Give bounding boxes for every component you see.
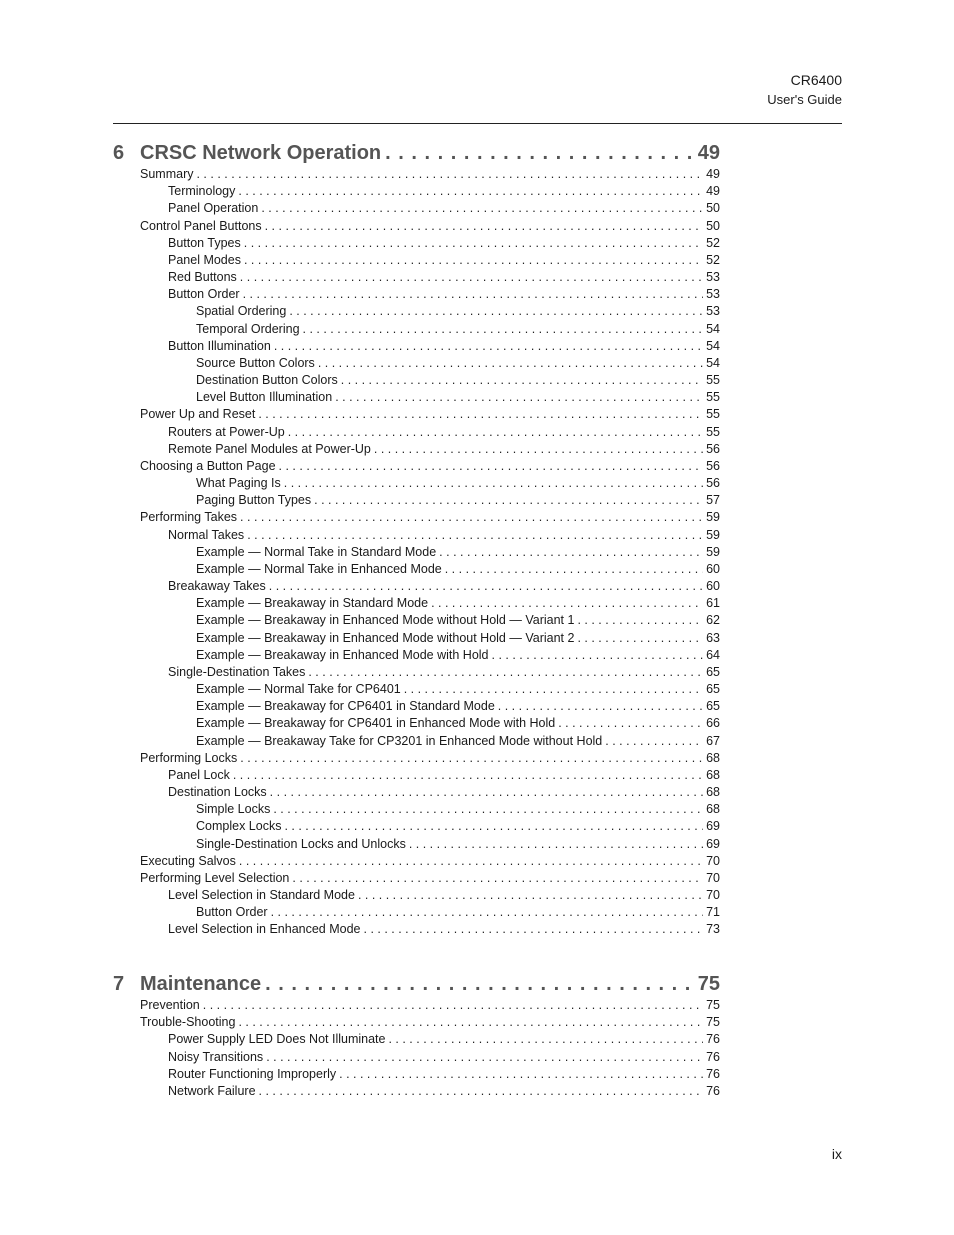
dot-leader bbox=[558, 716, 703, 730]
toc-entry-page: 70 bbox=[706, 888, 720, 903]
toc-entry[interactable] bbox=[140, 998, 720, 1015]
toc-entry-page: 64 bbox=[706, 647, 720, 662]
toc-entry[interactable] bbox=[168, 442, 720, 459]
toc-entry-page: 76 bbox=[706, 1066, 720, 1081]
toc-entry[interactable] bbox=[196, 596, 720, 613]
toc-entry[interactable] bbox=[196, 905, 720, 922]
dot-leader bbox=[385, 142, 694, 165]
page-number: ix bbox=[831, 1146, 842, 1162]
dot-leader bbox=[404, 682, 703, 696]
toc-entry-page: 52 bbox=[706, 252, 720, 267]
dot-leader bbox=[271, 905, 704, 919]
dot-leader bbox=[498, 699, 703, 713]
toc-entry-page: 61 bbox=[706, 596, 720, 611]
toc-entry-page: 68 bbox=[706, 785, 720, 800]
dot-leader bbox=[244, 253, 703, 267]
toc-entry-label: Single-Destination Takes bbox=[168, 664, 306, 679]
toc-entry-label: Power Up and Reset bbox=[140, 407, 256, 422]
toc-entry-page: 68 bbox=[706, 767, 720, 782]
toc-entry-page: 59 bbox=[706, 510, 720, 525]
toc-entry-page: 65 bbox=[706, 699, 720, 714]
toc-entry-page: 57 bbox=[706, 493, 720, 508]
dot-leader bbox=[238, 1015, 703, 1029]
toc-entry-label: Network Failure bbox=[168, 1083, 256, 1098]
toc-entry[interactable] bbox=[196, 819, 720, 836]
dot-leader bbox=[238, 184, 703, 198]
dot-leader bbox=[239, 854, 703, 868]
toc-entry-page: 65 bbox=[706, 682, 720, 697]
chapter-page: 49 bbox=[697, 142, 720, 164]
toc-entry-label: Performing Takes bbox=[140, 510, 238, 525]
toc-entry-label: Routers at Power-Up bbox=[168, 424, 285, 439]
dot-leader bbox=[261, 201, 703, 215]
dot-leader bbox=[279, 459, 704, 473]
toc-entry[interactable] bbox=[168, 1067, 720, 1084]
toc-entry-label: Paging Button Types bbox=[196, 493, 312, 508]
toc-entry[interactable] bbox=[168, 665, 720, 682]
toc-entry-page: 70 bbox=[706, 853, 720, 868]
dot-leader bbox=[341, 373, 703, 387]
dot-leader bbox=[358, 888, 703, 902]
dot-leader bbox=[240, 270, 703, 284]
toc-entry[interactable] bbox=[196, 545, 720, 562]
toc-entry-page: 62 bbox=[706, 613, 720, 628]
toc-entry-label: Destination Locks bbox=[168, 785, 267, 800]
toc-entry-page: 76 bbox=[706, 1032, 720, 1047]
toc-entry-label: Level Selection in Enhanced Mode bbox=[168, 922, 361, 937]
toc-entry-label: Complex Locks bbox=[196, 819, 282, 834]
toc-entry-page: 54 bbox=[706, 355, 720, 370]
toc-entry[interactable] bbox=[168, 425, 720, 442]
toc-entry[interactable] bbox=[196, 648, 720, 665]
toc-entry[interactable] bbox=[140, 459, 720, 476]
header-product: CR6400 bbox=[790, 72, 842, 88]
dot-leader bbox=[431, 596, 703, 610]
toc-entry-label: Level Button Illumination bbox=[196, 390, 333, 405]
toc-entry-page: 53 bbox=[706, 270, 720, 285]
toc-entry-label: Example — Breakaway in Enhanced Mode with Hold bbox=[196, 647, 489, 662]
toc-entry[interactable] bbox=[168, 768, 720, 785]
chapter-page: 75 bbox=[697, 973, 720, 995]
toc-entry[interactable] bbox=[168, 1032, 720, 1049]
dot-leader bbox=[243, 287, 704, 301]
toc-entry-label: Button Types bbox=[168, 235, 241, 250]
toc-entry[interactable] bbox=[196, 716, 720, 733]
toc-entry-label: Example — Breakaway for CP6401 in Standard Mode bbox=[196, 699, 495, 714]
toc-entry-label: Normal Takes bbox=[168, 527, 245, 542]
header-subtitle: User's Guide bbox=[767, 92, 842, 107]
toc-entry-page: 67 bbox=[706, 733, 720, 748]
toc-entry-label: Panel Modes bbox=[168, 252, 241, 267]
toc-entry-label: Example — Normal Take in Enhanced Mode bbox=[196, 561, 442, 576]
toc-entry-label: Executing Salvos bbox=[140, 853, 236, 868]
dot-leader bbox=[270, 785, 703, 799]
toc-entry[interactable] bbox=[196, 322, 720, 339]
toc-entry[interactable] bbox=[168, 184, 720, 201]
toc-entry[interactable] bbox=[168, 287, 720, 304]
dot-leader bbox=[303, 322, 704, 336]
toc-entry-page: 56 bbox=[706, 441, 720, 456]
toc-entry[interactable] bbox=[168, 528, 720, 545]
toc-entry-page: 59 bbox=[706, 527, 720, 542]
toc-entry-page: 70 bbox=[706, 870, 720, 885]
dot-leader bbox=[292, 871, 703, 885]
chapter-title: CRSC Network Operation bbox=[140, 142, 382, 164]
dot-leader bbox=[259, 1084, 704, 1098]
toc-entry[interactable] bbox=[196, 613, 720, 630]
dot-leader bbox=[314, 493, 703, 507]
toc-entry[interactable] bbox=[168, 236, 720, 253]
dot-leader bbox=[240, 751, 703, 765]
toc-entry-page: 76 bbox=[706, 1049, 720, 1064]
toc-entry-page: 49 bbox=[706, 167, 720, 181]
dot-leader bbox=[335, 390, 703, 404]
dot-leader bbox=[265, 973, 694, 996]
toc-entry-label: Level Selection in Standard Mode bbox=[168, 888, 355, 903]
toc-entry-label: Noisy Transitions bbox=[168, 1049, 264, 1064]
toc-entry[interactable] bbox=[140, 510, 720, 527]
header-rule bbox=[113, 123, 842, 124]
toc-entry[interactable] bbox=[196, 682, 720, 699]
toc-entry-page: 52 bbox=[706, 235, 720, 250]
toc-entry-label: Example — Normal Take for CP6401 bbox=[196, 682, 401, 697]
dot-leader bbox=[265, 219, 703, 233]
toc-entry[interactable] bbox=[196, 562, 720, 579]
toc-entry-label: Single-Destination Locks and Unlocks bbox=[196, 836, 406, 851]
toc-entry-label: Control Panel Buttons bbox=[140, 218, 262, 233]
toc-entry[interactable] bbox=[140, 407, 720, 424]
dot-leader bbox=[284, 819, 703, 833]
toc-entry-label: Example — Normal Take in Standard Mode bbox=[196, 544, 437, 559]
toc-entry-page: 60 bbox=[706, 561, 720, 576]
dot-leader bbox=[374, 442, 703, 456]
toc-entry-label: Power Supply LED Does Not Illuminate bbox=[168, 1032, 386, 1047]
toc-entry-label: Performing Level Selection bbox=[140, 870, 290, 885]
toc-entry-page: 55 bbox=[706, 424, 720, 439]
toc-entry[interactable] bbox=[168, 1050, 720, 1067]
toc-entry-label: Remote Panel Modules at Power-Up bbox=[168, 441, 371, 456]
dot-leader bbox=[266, 1050, 703, 1064]
toc-entry-label: Choosing a Button Page bbox=[140, 458, 276, 473]
toc-entry-label: Destination Button Colors bbox=[196, 373, 338, 388]
toc-entry-page: 50 bbox=[706, 218, 720, 233]
toc-entry-label: Router Functioning Improperly bbox=[168, 1066, 337, 1081]
toc-entry[interactable] bbox=[196, 390, 720, 407]
toc-entry[interactable] bbox=[140, 854, 720, 871]
toc-entry[interactable] bbox=[196, 631, 720, 648]
dot-leader bbox=[288, 425, 703, 439]
toc-entry-label: Trouble-Shooting bbox=[140, 1015, 236, 1030]
dot-leader bbox=[409, 837, 703, 851]
toc-entry-page: 66 bbox=[706, 716, 720, 731]
toc-entry[interactable] bbox=[196, 304, 720, 321]
dot-leader bbox=[289, 304, 703, 318]
toc-entry[interactable] bbox=[196, 837, 720, 854]
chapter-number: 7 bbox=[113, 973, 125, 995]
chapter-number: 6 bbox=[113, 142, 125, 164]
dot-leader bbox=[439, 545, 703, 559]
toc-entry[interactable] bbox=[140, 167, 720, 184]
chapter-title: Maintenance bbox=[140, 973, 262, 995]
toc-entry[interactable] bbox=[168, 1084, 720, 1101]
toc-entry[interactable] bbox=[168, 201, 720, 218]
toc-entry-page: 56 bbox=[706, 476, 720, 491]
dot-leader bbox=[258, 407, 703, 421]
toc-entry-page: 53 bbox=[706, 287, 720, 302]
toc-entry-page: 69 bbox=[706, 819, 720, 834]
dot-leader bbox=[308, 665, 703, 679]
dot-leader bbox=[318, 356, 703, 370]
toc-entry[interactable] bbox=[168, 579, 720, 596]
toc-entry-label: Panel Lock bbox=[168, 767, 230, 782]
toc-entry-label: Example — Breakaway in Enhanced Mode without Hold — Variant 1 bbox=[196, 613, 575, 628]
dot-leader bbox=[269, 579, 703, 593]
toc-entry[interactable] bbox=[168, 270, 720, 287]
toc-entry[interactable] bbox=[196, 802, 720, 819]
dot-leader bbox=[274, 339, 703, 353]
toc-entry-page: 55 bbox=[706, 407, 720, 422]
toc-entry-page: 54 bbox=[706, 338, 720, 353]
toc-entry-page: 69 bbox=[706, 836, 720, 851]
toc-entry-page: 68 bbox=[706, 802, 720, 817]
toc-entry-label: Spatial Ordering bbox=[196, 304, 287, 319]
toc-entry-page: 56 bbox=[706, 458, 720, 473]
toc-entry-page: 59 bbox=[706, 544, 720, 559]
toc-entry-label: Simple Locks bbox=[196, 802, 271, 817]
dot-leader bbox=[388, 1032, 703, 1046]
dot-leader bbox=[284, 476, 703, 490]
toc-entry-page: 65 bbox=[706, 664, 720, 679]
toc-entry-label: What Paging Is bbox=[196, 476, 281, 491]
toc-entry[interactable] bbox=[140, 219, 720, 236]
toc-entry-label: Terminology bbox=[168, 184, 236, 199]
toc-entry-page: 53 bbox=[706, 304, 720, 319]
toc-entry[interactable] bbox=[140, 1015, 720, 1032]
toc-entry-label: Performing Locks bbox=[140, 750, 238, 765]
dot-leader bbox=[240, 510, 703, 524]
dot-leader bbox=[364, 922, 704, 936]
dot-leader bbox=[605, 734, 703, 748]
dot-leader bbox=[577, 613, 703, 627]
dot-leader bbox=[445, 562, 703, 576]
toc-entry[interactable] bbox=[196, 476, 720, 493]
dot-leader bbox=[492, 648, 704, 662]
toc-entry-label: Example — Breakaway Take for CP3201 in Enhanced Mode without Hold bbox=[196, 733, 603, 748]
toc-entry-page: 75 bbox=[706, 998, 720, 1012]
toc-entry[interactable] bbox=[196, 493, 720, 510]
dot-leader bbox=[577, 631, 703, 645]
toc-entry-page: 71 bbox=[706, 905, 720, 920]
dot-leader bbox=[273, 802, 703, 816]
dot-leader bbox=[247, 528, 703, 542]
toc-entry-label: Prevention bbox=[140, 998, 200, 1012]
toc-entry-label: Example — Breakaway in Enhanced Mode without Hold — Variant 2 bbox=[196, 630, 575, 645]
toc-entry-page: 73 bbox=[706, 922, 720, 937]
toc-entry-label: Example — Breakaway in Standard Mode bbox=[196, 596, 429, 611]
toc-entry[interactable] bbox=[168, 253, 720, 270]
toc-entry-label: Button Illumination bbox=[168, 338, 271, 353]
toc-entry-label: Example — Breakaway for CP6401 in Enhanced Mode with Hold bbox=[196, 716, 556, 731]
dot-leader bbox=[196, 167, 703, 181]
toc-entry-page: 54 bbox=[706, 321, 720, 336]
toc-entry-label: Button Order bbox=[196, 905, 268, 920]
toc-entry[interactable] bbox=[168, 785, 720, 802]
toc-entry-page: 68 bbox=[706, 750, 720, 765]
toc-entry[interactable] bbox=[196, 356, 720, 373]
toc-entry[interactable] bbox=[140, 871, 720, 888]
dot-leader bbox=[339, 1067, 703, 1081]
running-header bbox=[767, 70, 842, 110]
toc-entry-label: Button Order bbox=[168, 287, 240, 302]
toc-entry-label: Panel Operation bbox=[168, 201, 259, 216]
dot-leader bbox=[244, 236, 703, 250]
toc-entry-page: 50 bbox=[706, 201, 720, 216]
toc-entry-page: 75 bbox=[706, 1015, 720, 1030]
dot-leader bbox=[203, 998, 703, 1012]
dot-leader bbox=[233, 768, 703, 782]
toc-entry-page: 76 bbox=[706, 1083, 720, 1098]
toc-entry[interactable] bbox=[196, 734, 720, 751]
toc-entry-label: Temporal Ordering bbox=[196, 321, 300, 336]
toc-entry-page: 55 bbox=[706, 390, 720, 405]
toc-entry-label: Breakaway Takes bbox=[168, 579, 266, 594]
toc-entry-label: Red Buttons bbox=[168, 270, 237, 285]
toc-entry[interactable] bbox=[140, 751, 720, 768]
toc-entry[interactable] bbox=[196, 373, 720, 390]
toc-entry[interactable] bbox=[168, 888, 720, 905]
toc-entry-page: 60 bbox=[706, 579, 720, 594]
toc-entry-label: Summary bbox=[140, 167, 194, 181]
toc-entry-label: Source Button Colors bbox=[196, 355, 315, 370]
toc-entry-page: 55 bbox=[706, 373, 720, 388]
toc-entry-page: 49 bbox=[706, 184, 720, 199]
toc-entry-page: 63 bbox=[706, 630, 720, 645]
toc-entry[interactable] bbox=[196, 699, 720, 716]
toc-entry[interactable] bbox=[168, 339, 720, 356]
toc-entry[interactable] bbox=[168, 922, 720, 939]
